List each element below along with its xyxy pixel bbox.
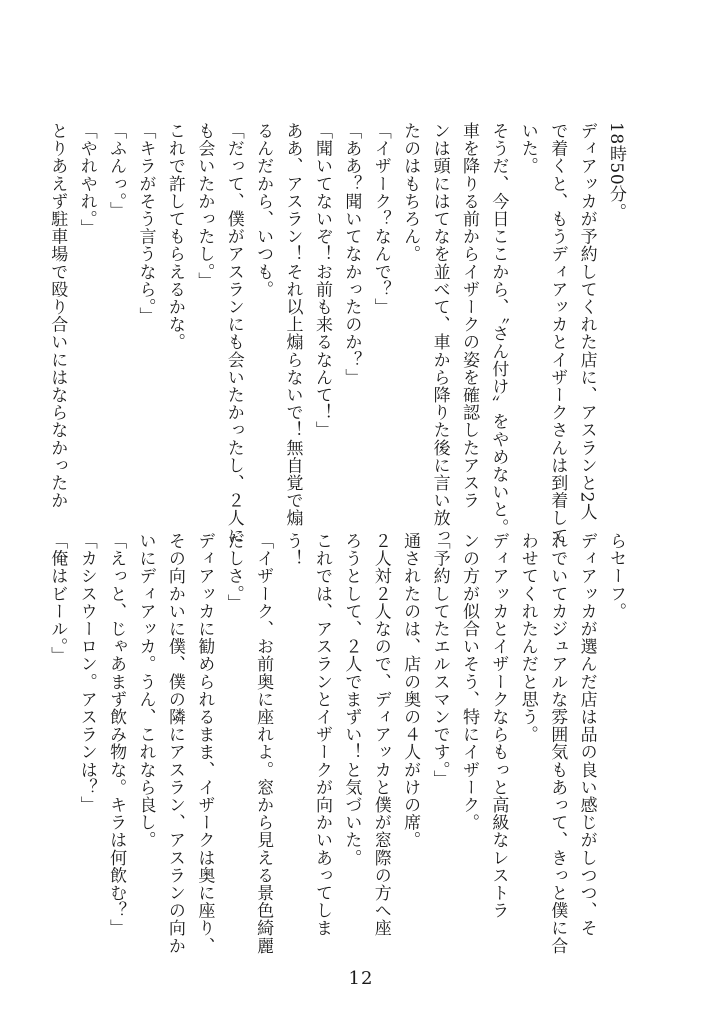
text-line: ２人対２人なので、ディアッカと僕が窓際の方へ座 xyxy=(370,532,391,937)
text-line: 「カシスウーロン。アスランは？」 xyxy=(76,532,97,814)
text-line: るんだから、いつも。 xyxy=(253,122,274,298)
text-line: ディアッカが選んだ店は品の良い感じがしつつ、そ xyxy=(576,532,597,937)
text-line: で着くと、もうディアッカとイザークさんは到着して xyxy=(547,122,568,545)
text-line: いた。 xyxy=(517,122,538,175)
text-line: これで許してもらえるかな。 xyxy=(164,122,185,351)
text-line: ディアッカとイザークならもっと高級なレストラ xyxy=(488,532,509,920)
text-line: ンの方が似合いそう、特にイザーク。 xyxy=(458,532,479,832)
text-line: 「聞いてないぞ！お前も来るなんて！」 xyxy=(311,122,332,439)
text-line: わせてくれたんだと思う。 xyxy=(517,532,538,744)
text-column-bottom xyxy=(47,532,630,955)
text-line: 18時50分。 xyxy=(606,122,626,221)
text-line: 「キラがそう言うなら。」 xyxy=(135,122,156,325)
text-line: 通されたのは、店の奥の４人がけの席。 xyxy=(400,532,421,849)
text-line: 「やれやれ。」 xyxy=(76,122,97,237)
text-line: とりあえず駐車場で殴り合いにはならなかったか xyxy=(47,122,68,510)
text-line: たのはもちろん。 xyxy=(400,122,421,263)
text-line: 車を降りる前からイザークの姿を確認したアスラ xyxy=(458,122,479,510)
text-line: 「ああ？聞いてなかったのか？」 xyxy=(341,122,362,386)
text-line: そうだ、今日ここから、〝さん付け〟をやめないと。 xyxy=(488,122,509,536)
text-line: これでは、アスランとイザークが向かいあってしま xyxy=(311,532,332,937)
text-line: ああ、アスラン！それ以上煽らないで！無自覚で煽 xyxy=(282,122,303,527)
text-line: 「イザーク、お前奥に座れよ。窓から見える景色綺麗 xyxy=(253,532,274,955)
text-line: いにディアッカ。うん、これなら良し。 xyxy=(135,532,156,849)
text-line: ンは頭にはてなを並べて、車から降りた後に言い放っ xyxy=(429,122,450,545)
text-line: ろうとして、２人でまずい！と気づいた。 xyxy=(341,532,362,867)
text-line: 「予約してたエルスマンです。」 xyxy=(429,532,450,788)
text-line: 「イザーク？なんで？」 xyxy=(370,122,391,316)
text-line: も会いたかったし。」 xyxy=(194,122,215,290)
text-line: 「俺はビール。」 xyxy=(47,532,68,665)
text-line: れでいてカジュアルな雰囲気もあって、きっと僕に合 xyxy=(547,532,568,955)
text-line: ディアッカが予約してくれた店に、アスランと2人 xyxy=(576,122,597,521)
text-column-top xyxy=(47,122,630,545)
text-line: 「えっと、じゃあまず飲み物な。キラは何飲む？」 xyxy=(106,532,127,937)
page-number: 12 xyxy=(348,968,374,989)
text-line: う！ xyxy=(282,532,303,568)
text-line: だしさ。」 xyxy=(223,532,244,612)
text-line: 「だって、僕がアスランにも会いたかったし、２人に xyxy=(223,122,244,545)
text-line: 「ふんっ。」 xyxy=(106,122,127,220)
text-line: その向かいに僕、僕の隣にアスラン、アスランの向か xyxy=(164,532,185,955)
text-line: ディアッカに勧められるまま、イザークは奥に座り、 xyxy=(194,532,215,955)
text-line: らセーフ。 xyxy=(606,532,626,620)
